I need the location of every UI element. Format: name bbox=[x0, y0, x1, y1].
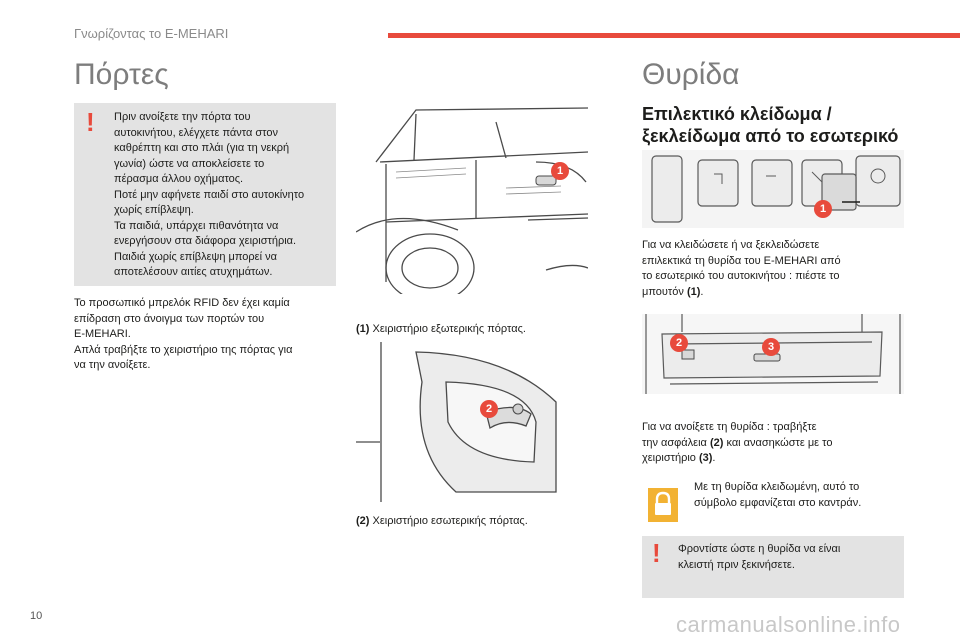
padlock-icon bbox=[648, 488, 678, 522]
text-line: Με τη θυρίδα κλειδωμένη, αυτό το bbox=[694, 481, 860, 493]
warning-line: αποτελέσουν αιτίες ατυχημάτων. bbox=[114, 266, 273, 278]
warning-line: αυτοκινήτου, ελέγχετε πάντα στον bbox=[114, 126, 278, 139]
section-title-tailgate: Θυρίδα bbox=[642, 58, 740, 91]
caption-interior-handle bbox=[356, 514, 528, 529]
caption-number: (2) bbox=[356, 515, 370, 527]
watermark-text: carmanualsonline.info bbox=[676, 612, 901, 637]
body-line: να την ανοίξετε. bbox=[74, 359, 151, 371]
subtitle-line: ξεκλείδωμα από το εσωτερικό bbox=[642, 126, 899, 146]
text-line: σύμβολο εμφανίζεται στο καντράν. bbox=[694, 496, 862, 509]
warning-line: Φροντίστε ώστε η θυρίδα να είναι bbox=[678, 543, 841, 555]
car-exterior-drawing bbox=[356, 102, 588, 294]
body-line: Απλά τραβήξτε το χειριστήριο της πόρτας για bbox=[74, 343, 293, 356]
text-line: χειριστήριο (3). bbox=[642, 452, 716, 464]
section-title-doors: Πόρτες bbox=[74, 58, 169, 91]
warning-box-tailgate bbox=[642, 536, 904, 598]
exterior-door-illustration bbox=[356, 102, 588, 294]
warning-line: ενεργήσουν στα διάφορα χειριστήρια. bbox=[114, 235, 297, 247]
warning-line: πέρασμα άλλου οχήματος. bbox=[114, 173, 244, 185]
caption-text: Χειριστήριο εσωτερικής πόρτας. bbox=[369, 515, 528, 527]
caption-number: (1) bbox=[356, 323, 370, 335]
text-line: Για να ανοίξετε τη θυρίδα : τραβήξτε bbox=[642, 421, 817, 433]
callout-1: 1 bbox=[551, 162, 569, 180]
text-line: επιλεκτικά τη θυρίδα του E-MEHARI από bbox=[642, 254, 841, 267]
callout-3: 3 bbox=[762, 338, 780, 356]
body-line: Το προσωπικό μπρελόκ RFID δεν έχει καμία bbox=[74, 297, 290, 309]
header-title: Γνωρίζοντας το E-MEHARI bbox=[74, 26, 229, 41]
subtitle-line: Επιλεκτικό κλείδωμα / bbox=[642, 104, 832, 124]
warning-line: Ποτέ μην αφήνετε παιδί στο αυτοκίνητο bbox=[114, 188, 305, 201]
warning-text bbox=[678, 542, 900, 573]
callout-2: 2 bbox=[670, 334, 688, 352]
caption-exterior-handle bbox=[356, 322, 526, 337]
text-line: την ασφάλεια (2) και ανασηκώστε με το bbox=[642, 436, 833, 449]
warning-line: Παιδιά χωρίς επίβλεψη μπορεί να bbox=[114, 250, 277, 263]
lock-note-text bbox=[694, 480, 904, 511]
callout-2: 2 bbox=[480, 400, 498, 418]
warning-line: κλειστή πριν ξεκινήσετε. bbox=[678, 558, 795, 571]
interior-door-illustration bbox=[356, 342, 588, 502]
dashboard-button-illustration bbox=[642, 150, 904, 228]
warning-line: χωρίς επίβλεψη. bbox=[114, 204, 194, 216]
opening-instructions bbox=[642, 420, 904, 467]
warning-text bbox=[114, 110, 334, 281]
doors-body-text bbox=[74, 296, 344, 374]
locking-instructions bbox=[642, 238, 904, 300]
text-line: το εσωτερικό του αυτοκινήτου : πιέστε το bbox=[642, 270, 840, 282]
warning-line: Πριν ανοίξετε την πόρτα του bbox=[114, 111, 251, 123]
header-accent-bar bbox=[388, 33, 960, 38]
warning-line: Τα παιδιά, υπάρχει πιθανότητα να bbox=[114, 219, 279, 232]
lock-indicator-note bbox=[642, 478, 904, 524]
warning-line: καθρέπτη και στο πλάι (για τη νεκρή bbox=[114, 142, 290, 154]
body-line: επίδραση στο άνοιγμα των πορτών του bbox=[74, 312, 265, 325]
warning-box-doors bbox=[74, 103, 336, 286]
warning-line: γωνία) ώστε να αποκλείσετε το bbox=[114, 157, 265, 170]
dashboard-switches-drawing bbox=[642, 150, 904, 228]
text-line: μπουτόν (1). bbox=[642, 285, 704, 298]
warning-icon: ! bbox=[652, 538, 661, 568]
subtitle-selective-locking bbox=[642, 103, 898, 147]
caption-text: Χειριστήριο εξωτερικής πόρτας. bbox=[369, 323, 526, 335]
body-line: E-MEHARI. bbox=[74, 328, 131, 340]
text-line: Για να κλειδώσετε ή να ξεκλειδώσετε bbox=[642, 239, 820, 251]
tailgate-illustration bbox=[642, 314, 904, 394]
interior-handle-drawing bbox=[356, 342, 588, 502]
page-number: 10 bbox=[30, 610, 43, 622]
callout-1: 1 bbox=[814, 200, 832, 218]
warning-icon: ! bbox=[86, 107, 95, 137]
